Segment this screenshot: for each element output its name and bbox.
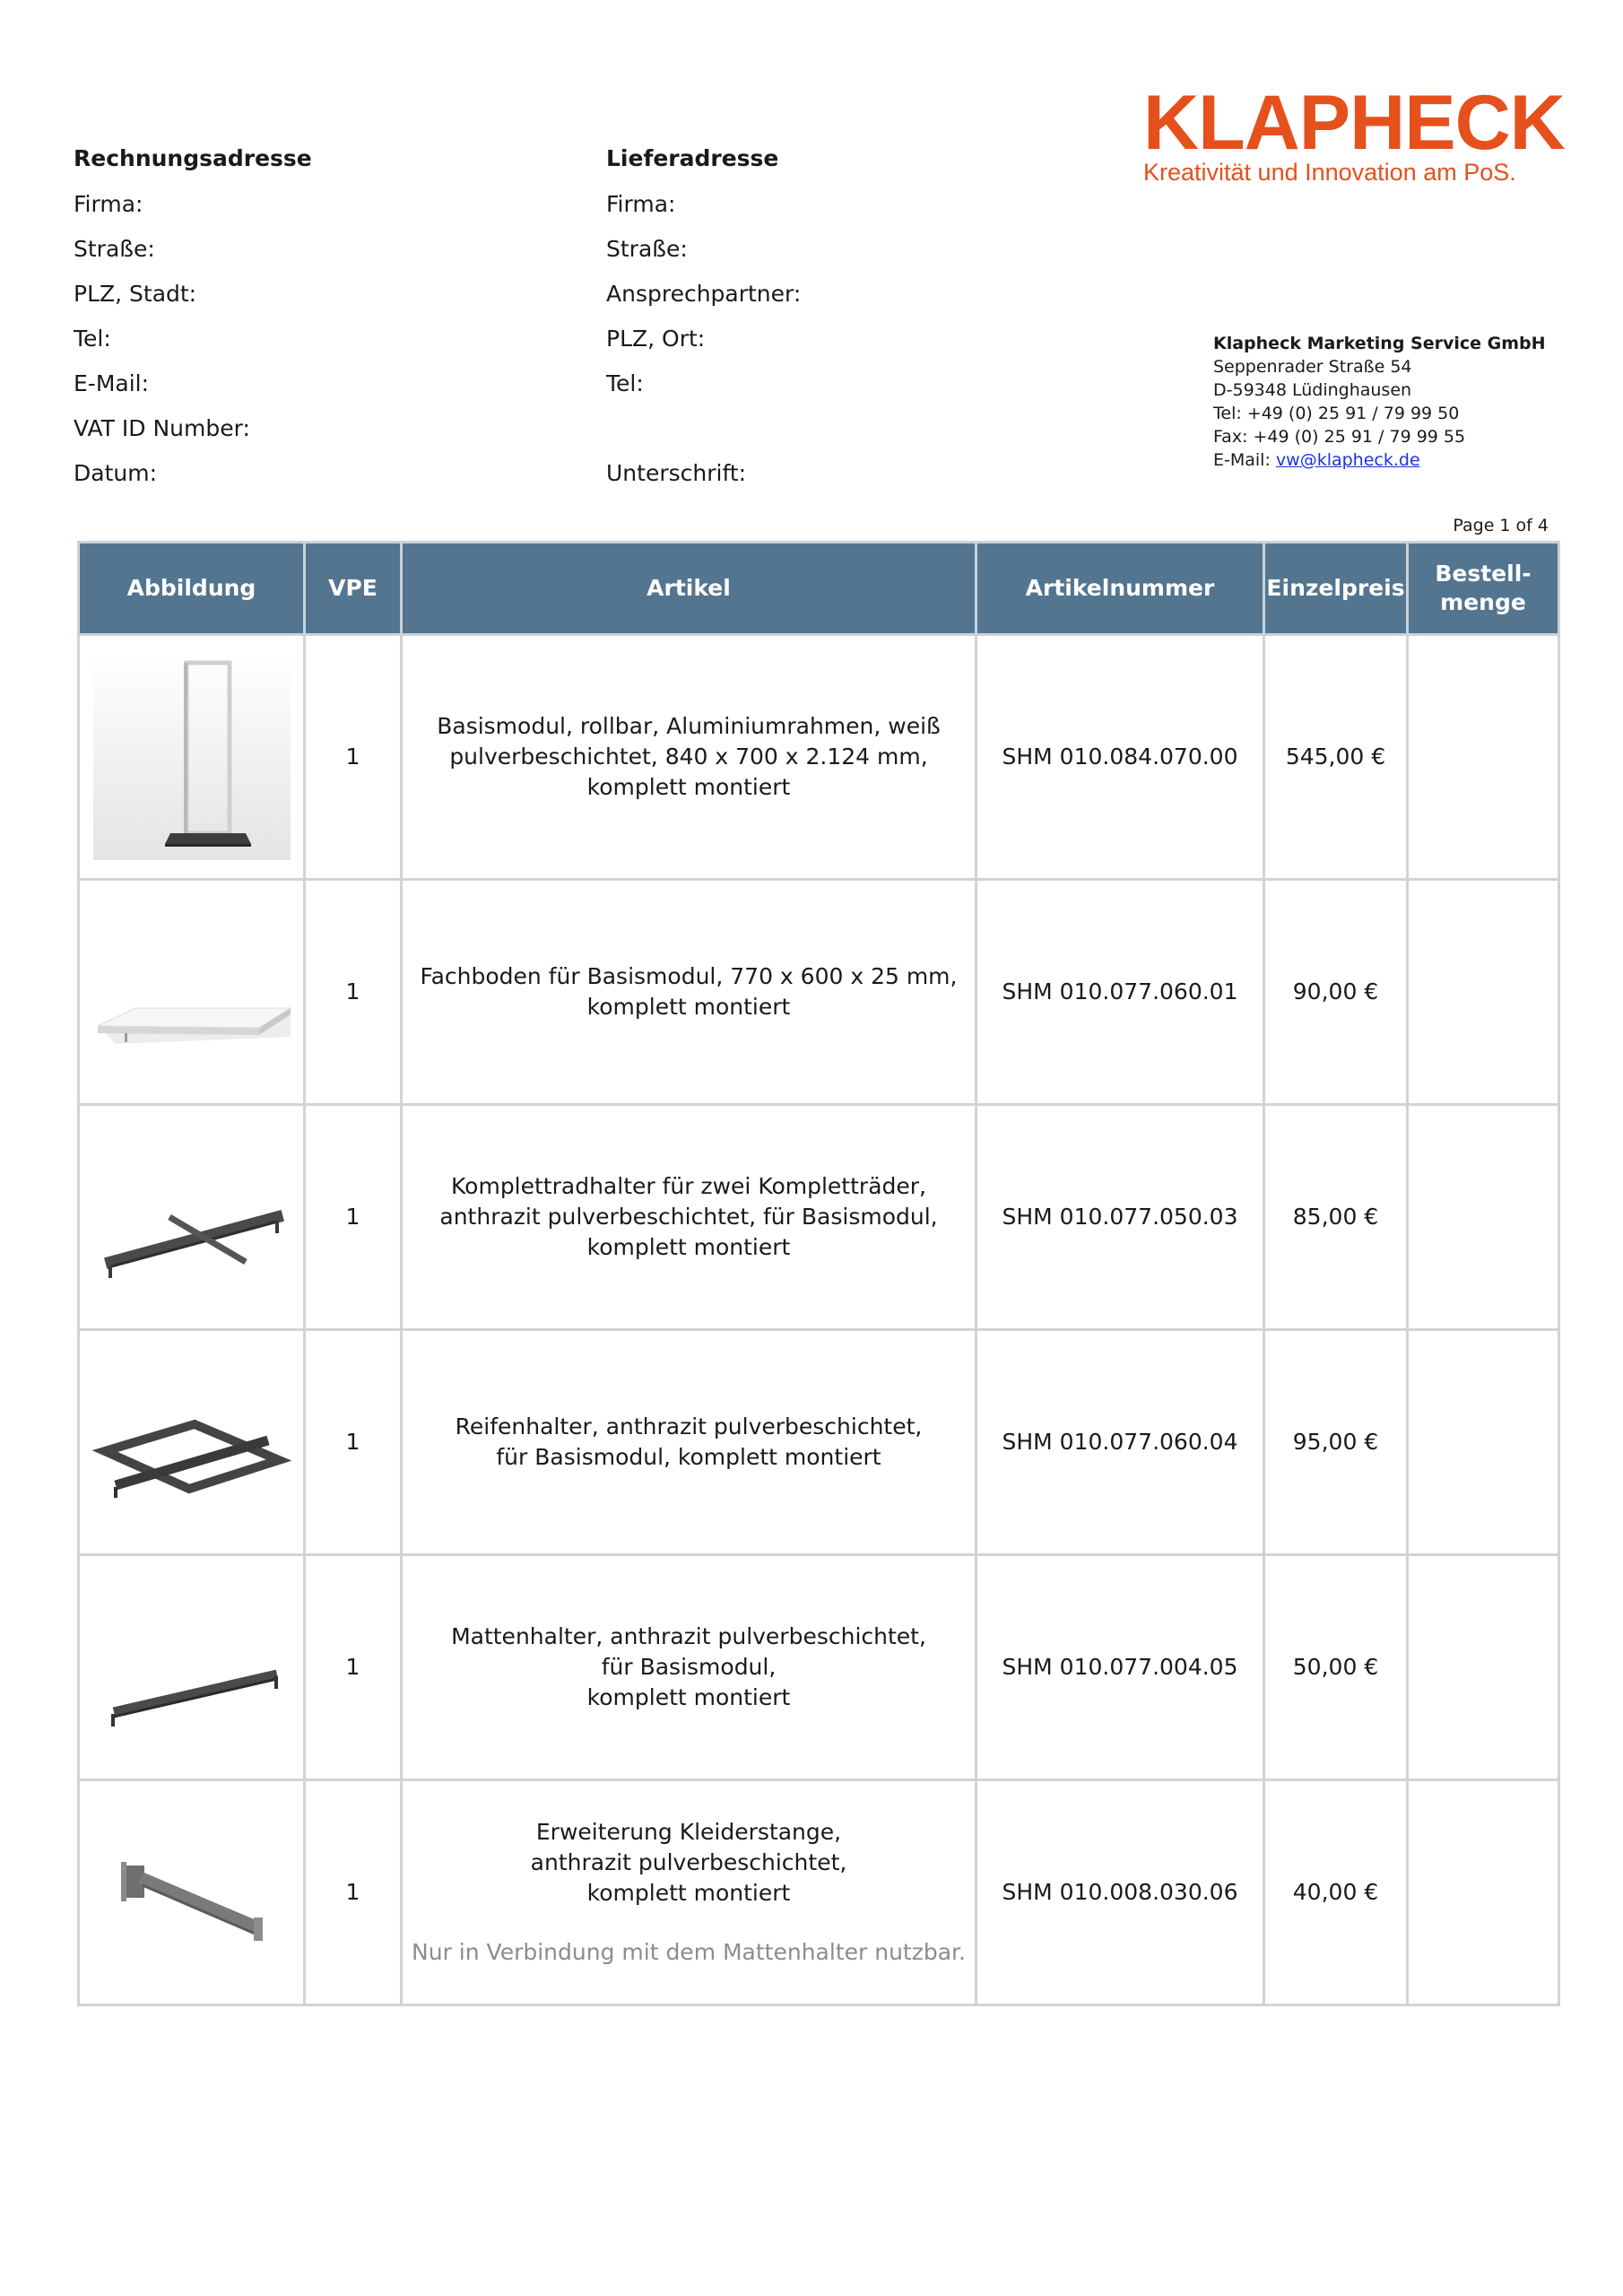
billing-field-street: Straße:: [74, 236, 155, 262]
delivery-field-tel: Tel:: [606, 370, 644, 396]
billing-field-date: Datum:: [74, 460, 157, 486]
article-line: Basismodul, rollbar, Aluminiumrahmen, weiß: [437, 713, 941, 739]
product-image-cell: [79, 1780, 305, 2005]
table-row: [79, 1780, 1559, 2005]
billing-field-company: Firma:: [74, 191, 143, 217]
unit-price-cell: 85,00 €: [1264, 1105, 1408, 1330]
header-image: Abbildung: [79, 543, 305, 635]
article-line: anthrazit pulverbeschichtet, für Basismodul,: [439, 1204, 938, 1230]
delivery-address-block: [606, 144, 801, 503]
unit-price-cell: 40,00 €: [1264, 1780, 1408, 2005]
vpe-cell: 1: [305, 635, 402, 880]
unit-price-cell: 50,00 €: [1264, 1555, 1408, 1780]
product-image-cell: [79, 880, 305, 1105]
article-line: Erweiterung Kleiderstange,: [535, 1819, 842, 1845]
article-cell: [402, 880, 976, 1105]
article-line: pulverbeschichtet, 840 x 700 x 2.124 mm,: [449, 744, 928, 770]
delivery-field-zip-city: PLZ, Ort:: [606, 326, 706, 352]
table-header-row: [79, 543, 1559, 635]
article-number-cell: SHM 010.084.070.00: [976, 635, 1264, 880]
product-image-cell: [79, 635, 305, 880]
article-cell: [402, 1330, 976, 1555]
article-line: Mattenhalter, anthrazit pulverbeschichtet,: [451, 1623, 926, 1649]
unit-price-cell: 90,00 €: [1264, 880, 1408, 1105]
mat-holder-icon: [89, 1578, 295, 1757]
article-line: Komplettradhalter für zwei Kompletträder,: [451, 1173, 926, 1199]
article-number-cell: SHM 010.077.060.04: [976, 1330, 1264, 1555]
company-contact-block: [1213, 332, 1546, 472]
article-cell: [402, 1555, 976, 1780]
page-number: Page 1 of 4: [1453, 516, 1549, 535]
company-logo: [1143, 80, 1565, 187]
billing-field-zip-city: PLZ, Stadt:: [74, 281, 197, 307]
table-row: [79, 880, 1559, 1105]
shelf-board-icon: [89, 902, 295, 1082]
article-line: für Basismodul, komplett montiert: [496, 1444, 881, 1470]
article-line: komplett montiert: [586, 1880, 791, 1906]
order-quantity-cell[interactable]: [1408, 1330, 1559, 1555]
tire-holder-icon: [89, 1352, 295, 1532]
billing-address-block: [74, 144, 312, 503]
company-fax: Fax: +49 (0) 25 91 / 79 99 55: [1213, 427, 1466, 447]
header-article-number: Artikelnummer: [976, 543, 1264, 635]
billing-field-vat: VAT ID Number:: [74, 415, 250, 441]
table-row: [79, 1330, 1559, 1555]
vpe-cell: 1: [305, 1105, 402, 1330]
company-name: Klapheck Marketing Service GmbH: [1213, 334, 1546, 353]
logo-slogan: Kreativität und Innovation am PoS.: [1143, 159, 1516, 186]
company-email-line: [1213, 448, 1546, 472]
bike-holder-icon: [89, 1127, 295, 1307]
product-image-cell: [79, 1105, 305, 1330]
delivery-field-company: Firma:: [606, 191, 676, 217]
order-quantity-cell[interactable]: [1408, 880, 1559, 1105]
header-order-quantity: [1408, 543, 1559, 635]
article-note: Nur in Verbindung mit dem Mattenhalter nutzbar.: [412, 1939, 966, 1965]
order-quantity-cell[interactable]: [1408, 1105, 1559, 1330]
article-number-cell: SHM 010.077.060.01: [976, 880, 1264, 1105]
header-vpe: VPE: [305, 543, 402, 635]
header-qty-line-2: menge: [1440, 589, 1526, 615]
delivery-field-signature: Unterschrift:: [606, 460, 747, 486]
company-street: Seppenrader Straße 54: [1213, 357, 1412, 377]
table-row: [79, 1555, 1559, 1780]
article-cell: [402, 635, 976, 880]
delivery-field-blank: [606, 413, 801, 458]
logo-brand: KLAPHECK: [1143, 80, 1565, 166]
article-number-cell: SHM 010.077.050.03: [976, 1105, 1264, 1330]
company-tel: Tel: +49 (0) 25 91 / 79 99 50: [1213, 404, 1460, 423]
table-row: [79, 635, 1559, 880]
table-row: [79, 1105, 1559, 1330]
article-number-cell: SHM 010.008.030.06: [976, 1780, 1264, 2005]
rail-extension-icon: [89, 1803, 295, 1982]
article-line: Fachboden für Basismodul, 770 x 600 x 25 mm,: [420, 963, 958, 989]
order-quantity-cell[interactable]: [1408, 1555, 1559, 1780]
article-line: komplett montiert: [586, 1684, 791, 1710]
billing-title: Rechnungsadresse: [74, 145, 312, 171]
company-city: D-59348 Lüdinghausen: [1213, 380, 1412, 400]
order-quantity-cell[interactable]: [1408, 1780, 1559, 2005]
article-cell: [402, 1105, 976, 1330]
delivery-title: Lieferadresse: [606, 145, 779, 171]
company-email-link[interactable]: vw@klapheck.de: [1275, 450, 1420, 470]
product-table: [77, 541, 1560, 2006]
article-line: für Basismodul,: [601, 1654, 777, 1680]
company-email-label: E-Mail:: [1213, 450, 1276, 470]
vpe-cell: 1: [305, 1780, 402, 2005]
article-cell: [402, 1780, 976, 2005]
vpe-cell: 1: [305, 1555, 402, 1780]
article-line: komplett montiert: [586, 1234, 791, 1260]
article-line: anthrazit pulverbeschichtet,: [530, 1849, 847, 1875]
article-line: komplett montiert: [586, 994, 791, 1020]
unit-price-cell: 95,00 €: [1264, 1330, 1408, 1555]
header-qty-line-1: Bestell-: [1435, 561, 1532, 587]
product-image-cell: [79, 1330, 305, 1555]
article-number-cell: SHM 010.077.004.05: [976, 1555, 1264, 1780]
delivery-field-contact: Ansprechpartner:: [606, 281, 802, 307]
vpe-cell: 1: [305, 880, 402, 1105]
product-image-cell: [79, 1555, 305, 1780]
unit-price-cell: 545,00 €: [1264, 635, 1408, 880]
delivery-field-street: Straße:: [606, 236, 688, 262]
header-article: Artikel: [402, 543, 976, 635]
vpe-cell: 1: [305, 1330, 402, 1555]
order-quantity-cell[interactable]: [1408, 635, 1559, 880]
header-unit-price: Einzelpreis: [1264, 543, 1408, 635]
billing-field-email: E-Mail:: [74, 370, 150, 396]
billing-field-tel: Tel:: [74, 326, 111, 352]
article-line: komplett montiert: [586, 774, 791, 800]
rolling-frame-icon: [93, 654, 291, 860]
article-line: Reifenhalter, anthrazit pulverbeschichtet,: [455, 1413, 923, 1439]
